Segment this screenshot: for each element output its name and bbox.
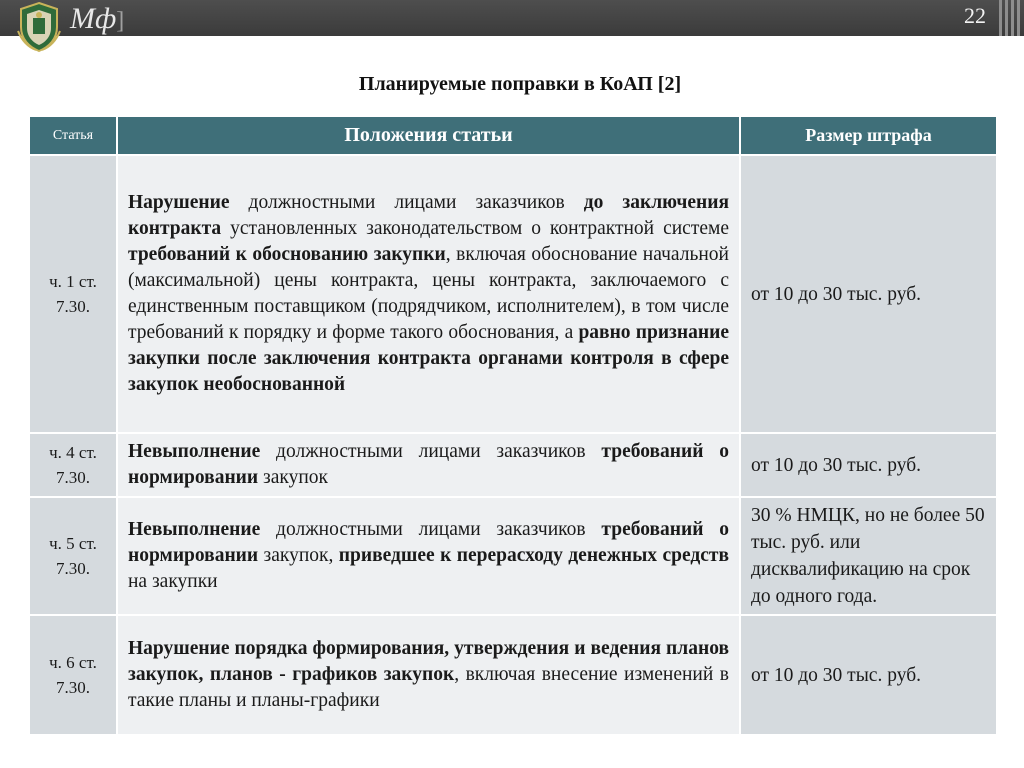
table-header-row	[30, 117, 996, 154]
amendments-table	[30, 117, 996, 734]
provision-cell	[118, 154, 741, 432]
brand-logo-text: Мф]	[70, 2, 125, 35]
provision-text: на закупки	[128, 571, 218, 592]
provision-text: , включая внесение изменений в такие планы и планы-графики	[128, 664, 729, 711]
article-cell: ч. 1 ст. 7.30.	[30, 154, 118, 432]
provision-cell	[118, 496, 741, 614]
page-number: 22	[964, 3, 986, 28]
provision-bold-text: Нарушение	[128, 192, 230, 213]
column-header-provisions: Положения статьи	[118, 117, 741, 154]
provision-text: должностными лицами заказчиков	[260, 519, 602, 540]
column-header-article: Статья	[30, 117, 118, 154]
provision-cell	[118, 614, 741, 734]
provision-bold-text: равно признание закупки после заключения контракта органами контроля в сфере закупок необоснованной	[128, 322, 730, 395]
table-row	[30, 432, 996, 496]
article-cell: ч. 6 ст. 7.30.	[30, 614, 118, 734]
provision-text: , включая обоснование начальной (максимальной) цены контракта, цены контракта, заключаемого с единственным поставщиком (подрядчиком, исполнителем), в том числе требований к порядку и форме такого обоснования, а	[128, 244, 729, 343]
decorative-stripes	[992, 0, 1020, 36]
page-title: Планируемые поправки в КоАП [2]	[358, 73, 682, 95]
provision-cell	[118, 432, 741, 496]
fine-cell: от 10 до 30 тыс. руб.	[741, 614, 996, 734]
provision-bold-text: требований к обоснованию закупки	[128, 244, 446, 265]
column-header-fine: Размер штрафа	[741, 117, 996, 154]
provision-bold-text: Нарушение порядка формирования, утверждения и ведения планов закупок, планов - графиков закупок	[128, 638, 729, 685]
fine-cell: от 10 до 30 тыс. руб.	[741, 154, 996, 432]
provision-text: должностными лицами заказчиков	[229, 192, 584, 213]
article-cell: ч. 5 ст. 7.30.	[30, 496, 118, 614]
article-cell: ч. 4 ст. 7.30.	[30, 432, 118, 496]
ministry-emblem-icon	[16, 1, 62, 53]
provision-text: закупок,	[258, 545, 339, 566]
provision-bold-text: Невыполнение	[128, 441, 261, 462]
provision-text: закупок	[258, 467, 328, 488]
top-bar	[0, 0, 1024, 36]
provision-bold-text: требований о нормировании	[128, 519, 730, 566]
fine-cell: от 10 до 30 тыс. руб.	[741, 432, 996, 496]
table-row	[30, 614, 996, 734]
provision-bold-text: Невыполнение	[128, 519, 261, 540]
provision-bold-text: требований о нормировании	[128, 441, 730, 488]
table-row	[30, 496, 996, 614]
provision-text: должностными лицами заказчиков	[260, 441, 602, 462]
provision-bold-text: до заключения контракта	[128, 192, 729, 239]
provision-bold-text: приведшее к перерасходу денежных средств	[338, 545, 729, 566]
fine-cell: 30 % НМЦК, но не более 50 тыс. руб. или дисквалификацию на срок до одного года.	[741, 496, 996, 614]
table-row	[30, 154, 996, 432]
provision-text: установленных законодательством о контрактной системе	[221, 218, 729, 239]
